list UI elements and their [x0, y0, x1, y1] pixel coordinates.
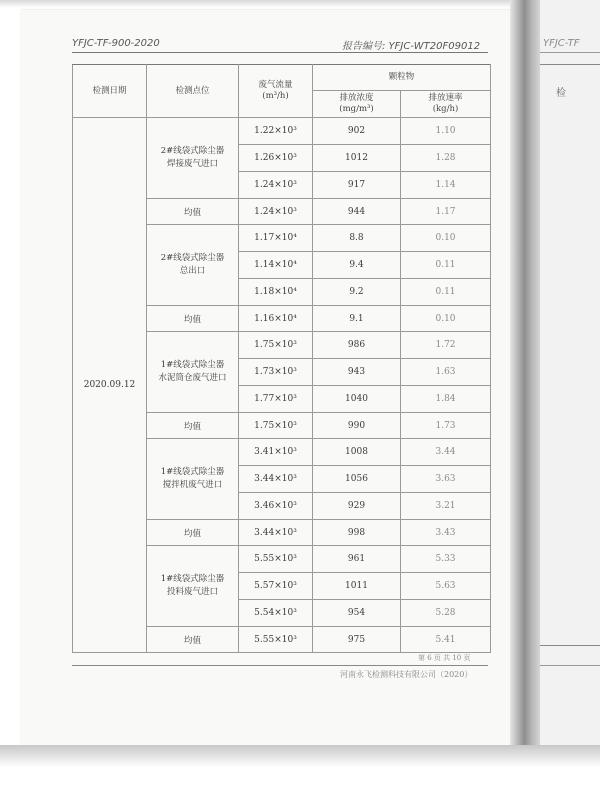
point-line: 1#线袋式除尘器 — [160, 467, 225, 477]
rate-cell: 1.10 — [401, 118, 491, 145]
point-cell — [147, 118, 239, 199]
flow-cell: 1.75×10³ — [239, 332, 313, 359]
concentration-cell: 1011 — [313, 573, 401, 600]
flow-cell: 5.54×10³ — [239, 600, 313, 627]
concentration-cell: 943 — [313, 359, 401, 386]
concentration-cell: 9.2 — [313, 279, 401, 306]
point-line: 1#线袋式除尘器 — [160, 360, 225, 370]
rate-cell: 0.10 — [401, 225, 491, 252]
header-particulate: 颗粒物 — [313, 65, 491, 91]
table-row — [73, 118, 491, 145]
page-number: 第 6 页 共 10 页 — [418, 654, 471, 662]
point-line: 水泥筒仓废气进口 — [158, 373, 227, 383]
concentration-cell: 1056 — [313, 466, 401, 493]
header-point: 检测点位 — [147, 65, 239, 118]
concentration-cell: 990 — [313, 413, 401, 439]
point-line: 1#线袋式除尘器 — [160, 574, 225, 584]
average-label: 均值 — [147, 520, 239, 546]
flow-cell: 1.22×10³ — [239, 118, 313, 145]
rate-cell: 0.11 — [401, 252, 491, 279]
flow-cell: 1.18×10⁴ — [239, 279, 313, 306]
header-concentration — [313, 91, 401, 118]
concentration-cell: 944 — [313, 199, 401, 225]
concentration-cell: 998 — [313, 520, 401, 546]
flow-cell: 1.24×10³ — [239, 172, 313, 199]
rate-cell: 3.21 — [401, 493, 491, 520]
adjacent-page-table — [540, 64, 600, 646]
book-gutter — [510, 0, 542, 748]
concentration-cell: 975 — [313, 627, 401, 653]
concentration-cell: 1040 — [313, 386, 401, 413]
flow-cell: 1.17×10⁴ — [239, 225, 313, 252]
rate-cell: 3.44 — [401, 439, 491, 466]
rate-cell: 1.14 — [401, 172, 491, 199]
flow-cell: 5.57×10³ — [239, 573, 313, 600]
rate-cell: 1.84 — [401, 386, 491, 413]
report-number: 报告编号: YFJC-WT20F09012 — [342, 41, 481, 52]
average-label: 均值 — [147, 413, 239, 439]
rate-cell: 1.28 — [401, 145, 491, 172]
concentration-cell: 954 — [313, 600, 401, 627]
flow-cell: 3.44×10³ — [239, 520, 313, 546]
point-line: 2#线袋式除尘器 — [160, 253, 225, 263]
flow-cell: 3.46×10³ — [239, 493, 313, 520]
concentration-cell: 8.8 — [313, 225, 401, 252]
flow-cell: 1.75×10³ — [239, 413, 313, 439]
header-flow-unit: (m³/h) — [262, 91, 289, 101]
concentration-cell: 1012 — [313, 145, 401, 172]
header-date: 检测日期 — [73, 65, 147, 118]
concentration-cell: 929 — [313, 493, 401, 520]
point-line: 总出口 — [179, 266, 206, 276]
rate-cell: 3.43 — [401, 520, 491, 546]
rate-cell: 1.72 — [401, 332, 491, 359]
average-label: 均值 — [147, 627, 239, 653]
flow-cell: 3.41×10³ — [239, 439, 313, 466]
rate-cell: 5.28 — [401, 600, 491, 627]
rate-cell: 5.63 — [401, 573, 491, 600]
rate-cell: 5.33 — [401, 546, 491, 573]
header-flow — [239, 65, 313, 118]
point-line: 投料废气进口 — [166, 587, 218, 597]
rate-cell: 1.63 — [401, 359, 491, 386]
flow-cell: 1.16×10⁴ — [239, 306, 313, 332]
document-code: YFJC-TF-900-2020 — [72, 38, 160, 49]
date-cell: 2020.09.12 — [73, 118, 147, 653]
concentration-cell: 986 — [313, 332, 401, 359]
point-line: 搅拌机废气进口 — [162, 480, 223, 490]
header-rate-unit: (kg/h) — [432, 104, 459, 114]
concentration-cell: 961 — [313, 546, 401, 573]
footer-rule — [72, 665, 488, 666]
concentration-cell: 917 — [313, 172, 401, 199]
flow-cell: 1.26×10³ — [239, 145, 313, 172]
adjacent-page-rule — [540, 52, 600, 53]
adjacent-page-header: YFJC-TF — [543, 38, 580, 49]
point-cell — [147, 332, 239, 413]
scan-shadow — [0, 745, 600, 800]
point-cell — [147, 225, 239, 306]
point-cell — [147, 546, 239, 627]
flow-cell: 1.14×10⁴ — [239, 252, 313, 279]
company-name: 河南永飞检测科技有限公司（2020） — [340, 670, 473, 679]
concentration-cell: 902 — [313, 118, 401, 145]
header-rule — [72, 52, 488, 53]
header-concentration-label: 排放浓度 — [339, 93, 374, 103]
adjacent-page-footer-rule — [540, 665, 600, 666]
concentration-cell: 1008 — [313, 439, 401, 466]
measurement-table — [72, 64, 491, 653]
concentration-cell: 9.4 — [313, 252, 401, 279]
flow-cell: 5.55×10³ — [239, 546, 313, 573]
rate-cell: 1.73 — [401, 413, 491, 439]
flow-cell: 1.73×10³ — [239, 359, 313, 386]
flow-cell: 1.24×10³ — [239, 199, 313, 225]
flow-cell: 5.55×10³ — [239, 627, 313, 653]
average-label: 均值 — [147, 199, 239, 225]
header-flow-label: 废气流量 — [258, 80, 293, 90]
header-concentration-unit: (mg/m³) — [339, 104, 374, 114]
header-rate — [401, 91, 491, 118]
rate-cell: 0.11 — [401, 279, 491, 306]
average-label: 均值 — [147, 306, 239, 332]
point-line: 2#线袋式除尘器 — [160, 146, 225, 156]
concentration-cell: 9.1 — [313, 306, 401, 332]
rate-cell: 3.63 — [401, 466, 491, 493]
rate-cell: 0.10 — [401, 306, 491, 332]
flow-cell: 3.44×10³ — [239, 466, 313, 493]
point-cell — [147, 439, 239, 520]
adjacent-page-cell: 检 — [556, 88, 566, 99]
rate-cell: 5.41 — [401, 627, 491, 653]
flow-cell: 1.77×10³ — [239, 386, 313, 413]
point-line: 焊接废气进口 — [166, 159, 218, 169]
header-rate-label: 排放速率 — [428, 93, 463, 103]
rate-cell: 1.17 — [401, 199, 491, 225]
